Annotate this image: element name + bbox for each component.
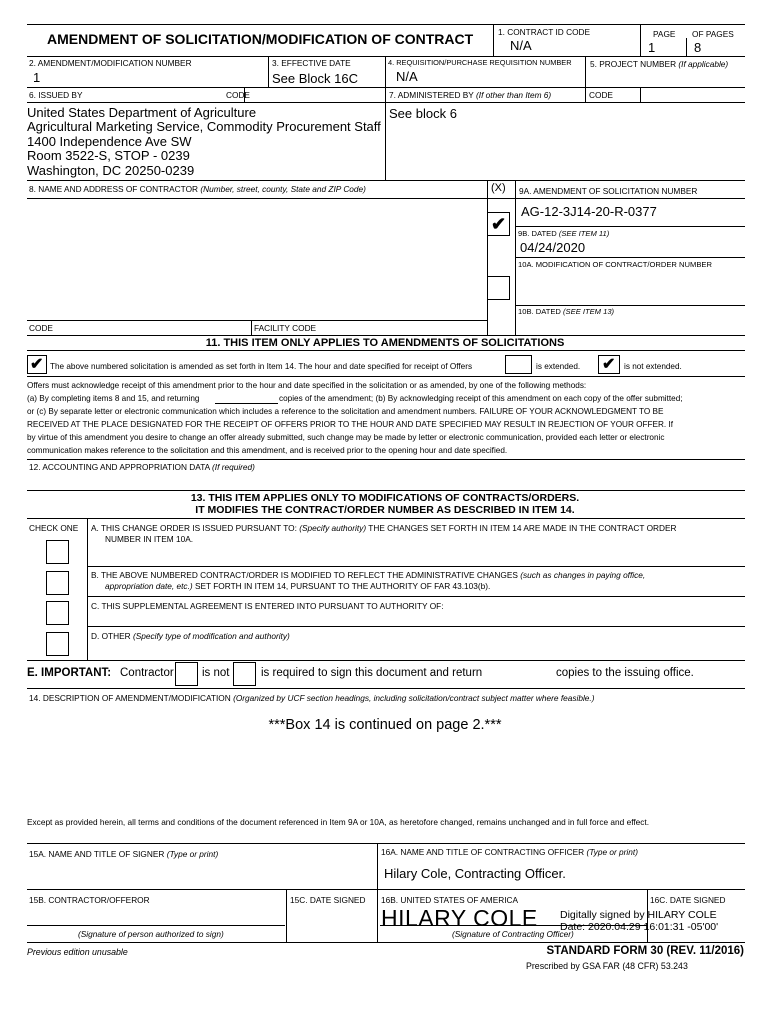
item11-line3b: copies of the amendment; (b) By acknowledging receipt of this amendment on each copy of the offer submitted; [279, 394, 683, 403]
item11-line6: by virtue of this amendment you desire to change an offer already submitted, such change may be made by letter or electronic communication, provided each letter or electronic [27, 433, 665, 442]
except-text: Except as provided herein, all terms and conditions of the document referenced in Item 9A or 10A, as heretofore changed, remains unchanged and in full force and effect. [27, 817, 650, 827]
item13a-text-line2: NUMBER IN ITEM 10A. [105, 534, 194, 544]
not-extended-label: is not extended. [624, 362, 682, 371]
dated-9b-value: 04/24/2020 [520, 240, 586, 255]
modification-number-label: 10A. MODIFICATION OF CONTRACT/ORDER NUMBER [518, 260, 712, 269]
signature-strike [381, 925, 556, 926]
of-pages-label: OF PAGES [692, 29, 734, 39]
digital-signature-line1: Digitally signed by HILARY COLE [560, 909, 717, 921]
contracting-officer-name-label: 16A. NAME AND TITLE OF CONTRACTING OFFICER (Type or print) [381, 847, 638, 857]
issued-by-address [27, 106, 381, 178]
contractor-code-label: CODE [29, 323, 53, 333]
important-contractor: Contractor [120, 667, 174, 679]
address-line: United States Department of Agriculture [27, 105, 257, 120]
item11-line7: communication makes reference to the solicitation and this amendment, and is received prior to the opening hour and date specified. [27, 446, 508, 455]
dated-10b-label: 10B. DATED (SEE ITEM 13) [518, 307, 615, 316]
item11-solicitation-checkbox[interactable] [27, 355, 47, 374]
item13b-text: B. THE ABOVE NUMBERED CONTRACT/ORDER IS MODIFIED TO REFLECT THE ADMINISTRATIVE CHANGES (such as changes in paying office, [91, 570, 646, 580]
previous-edition-note: Previous edition unusable [27, 947, 128, 957]
requisition-number-value: N/A [396, 69, 418, 84]
address-line: Washington, DC 20250-0239 [27, 162, 195, 178]
contractor-address-label: 8. NAME AND ADDRESS OF CONTRACTOR (Number, street, county, State and ZIP Code) [29, 184, 366, 194]
item13-title-line1: 13. THIS ITEM APPLIES ONLY TO MODIFICATIONS OF CONTRACTS/ORDERS. [190, 492, 580, 504]
check-mark-icon: ✔ [30, 356, 44, 373]
form-title: AMENDMENT OF SOLICITATION/MODIFICATION OF CONTRACT [47, 31, 474, 47]
copies-returned-blank[interactable] [215, 403, 278, 404]
item11-line3a: (a) By completing items 8 and 15, and returning [27, 394, 200, 403]
important-is-not: is not [202, 667, 230, 679]
facility-code-label: FACILITY CODE [254, 323, 317, 333]
effective-date-label: 3. EFFECTIVE DATE [272, 58, 351, 68]
date-signed-16c-label: 16C. DATE SIGNED [650, 895, 726, 905]
solicitation-number-value: AG-12-3J14-20-R-0377 [521, 204, 657, 219]
is-required-checkbox[interactable] [233, 662, 256, 686]
item13d-checkbox[interactable] [46, 632, 69, 656]
issued-by-label: 6. ISSUED BY [29, 90, 83, 100]
item13b-checkbox[interactable] [46, 571, 69, 595]
page-value: 1 [648, 40, 656, 55]
administered-by-label: 7. ADMINISTERED BY (If other than Item 6) [389, 90, 552, 100]
of-pages-value: 8 [694, 40, 702, 55]
contractor-offeror-label: 15B. CONTRACTOR/OFFEROR [29, 895, 150, 905]
extended-label: is extended. [536, 362, 581, 371]
requisition-number-label: 4. REQUISITION/PURCHASE REQUISITION NUMBER [388, 58, 572, 67]
address-line: Room 3522-S, STOP - 0239 [27, 148, 190, 164]
united-states-label: 16B. UNITED STATES OF AMERICA [381, 895, 519, 905]
solicitation-number-label: 9A. AMENDMENT OF SOLICITATION NUMBER [519, 186, 698, 196]
important-copies: copies to the issuing office. [556, 667, 694, 679]
description-label: 14. DESCRIPTION OF AMENDMENT/MODIFICATION (Organized by UCF section headings, including solicitation/contract subject matter where feasible.) [29, 693, 595, 703]
item11-title: 11. THIS ITEM ONLY APPLIES TO AMENDMENTS OF SOLICITATIONS [205, 337, 565, 349]
description-body: ***Box 14 is continued on page 2.*** [268, 717, 502, 733]
item13a-text: A. THIS CHANGE ORDER IS ISSUED PURSUANT TO: (Specify authority) THE CHANGES SET FORTH IN ITEM 14 ARE MADE IN THE CONTRACT ORDER [91, 523, 677, 533]
important-label: E. IMPORTANT: [27, 667, 112, 679]
item13c-text: C. THIS SUPPLEMENTAL AGREEMENT IS ENTERED INTO PURSUANT TO AUTHORITY OF: [91, 601, 444, 611]
contracting-officer-signature: HILARY COLE [381, 905, 538, 931]
address-line: 1400 Independence Ave SW [27, 133, 192, 149]
x-mark-label: (X) [491, 182, 506, 194]
accounting-data-label: 12. ACCOUNTING AND APPROPRIATION DATA (If required) [29, 462, 255, 472]
issued-by-code-label: CODE [226, 90, 250, 100]
contracting-officer-name-value: Hilary Cole, Contracting Officer. [384, 866, 566, 881]
not-extended-checkbox[interactable] [598, 355, 620, 374]
page-label: PAGE [653, 29, 676, 39]
item13-title-line2: IT MODIFIES THE CONTRACT/ORDER NUMBER AS DESCRIBED IN ITEM 14. [195, 504, 575, 516]
project-number-label: 5. PROJECT NUMBER (If applicable) [590, 59, 729, 69]
digital-signature-line2: Date: 2020.04.29 16:01:31 -05'00' [560, 921, 719, 933]
amendment-number-label: 2. AMENDMENT/MODIFICATION NUMBER [29, 58, 192, 68]
contracting-officer-signature-caption: (Signature of Contracting Officer) [452, 929, 574, 939]
important-required: is required to sign this document and return [261, 667, 483, 679]
check-mark-icon: ✔ [491, 214, 507, 234]
address-line: Agricultural Marketing Service, Commodity Procurement Staff [27, 119, 381, 135]
item11-line1: The above numbered solicitation is amended as set forth in Item 14. The hour and date specified for receipt of Offers [50, 362, 473, 371]
standard-form-number: STANDARD FORM 30 (REV. 11/2016) [546, 945, 744, 957]
administered-by-code-label: CODE [589, 90, 613, 100]
prescribed-by: Prescribed by GSA FAR (48 CFR) 53.243 [526, 961, 688, 971]
signer-name-label: 15A. NAME AND TITLE OF SIGNER (Type or print) [29, 849, 219, 859]
item13c-checkbox[interactable] [46, 601, 69, 625]
item13b-text-line2: appropriation date, etc.) SET FORTH IN ITEM 14, PURSUANT TO THE AUTHORITY OF FAR 43.103(b). [105, 581, 491, 591]
item11-line4: or (c) By separate letter or electronic communication which includes a reference to the solicitation and amendment numbers. FAILURE OF YOUR ACKNOWLEDGMENT TO BE [27, 407, 664, 416]
contract-id-value: N/A [510, 38, 532, 53]
item13d-text: D. OTHER (Specify type of modification and authority) [91, 631, 290, 641]
contractor-signature-caption: (Signature of person authorized to sign) [78, 929, 224, 939]
extended-checkbox[interactable] [505, 355, 532, 374]
is-not-checkbox[interactable] [175, 662, 198, 686]
item9-checkbox[interactable] [487, 212, 510, 236]
date-signed-15c-label: 15C. DATE SIGNED [290, 895, 366, 905]
effective-date-value: See Block 16C [272, 71, 358, 86]
check-one-label: CHECK ONE [29, 523, 79, 533]
contract-id-label: 1. CONTRACT ID CODE [498, 27, 591, 37]
item11-line5: RECEIVED AT THE PLACE DESIGNATED FOR THE RECEIPT OF OFFERS PRIOR TO THE HOUR AND DATE SPECIFIED MAY RESULT IN REJECTION OF YOUR OFFER. If [27, 420, 674, 429]
item13a-checkbox[interactable] [46, 540, 69, 564]
item10-checkbox[interactable] [487, 276, 510, 300]
administered-by-value: See block 6 [389, 106, 457, 121]
contractor-signature-field[interactable] [27, 904, 285, 924]
amendment-number-value: 1 [33, 70, 41, 85]
item11-line2: Offers must acknowledge receipt of this amendment prior to the hour and date specified in the solicitation or as amended, by one of the following methods: [27, 381, 587, 390]
dated-9b-label: 9B. DATED (SEE ITEM 11) [518, 229, 610, 238]
check-mark-icon: ✔ [602, 356, 616, 373]
